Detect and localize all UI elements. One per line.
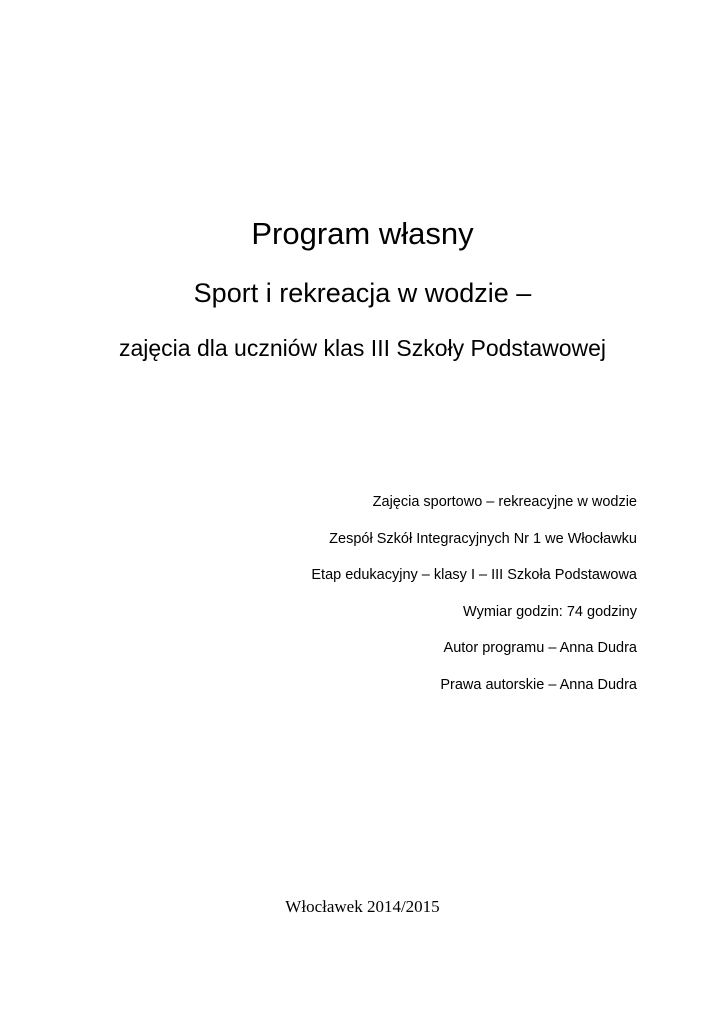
- info-line-hours: Wymiar godzin: 74 godziny: [463, 603, 637, 620]
- document-subtitle-line-2: zajęcia dla uczniów klas III Szkoły Podstawowej: [118, 335, 607, 361]
- info-line-activity-type: Zajęcia sportowo – rekreacyjne w wodzie: [372, 494, 637, 510]
- document-subtitle: Sport i rekreacja w wodzie –: [193, 278, 532, 308]
- document-title: Program własny: [251, 216, 474, 251]
- info-line-copyright: Prawa autorskie – Anna Dudra: [440, 676, 637, 693]
- info-line-education-stage: Etap edukacyjny – klasy I – III Szkoła Podstawowa: [311, 567, 637, 583]
- program-info-block: [311, 492, 637, 711]
- info-line-author: Autor programu – Anna Dudra: [443, 640, 637, 656]
- info-line-school: Zespół Szkół Integracyjnych Nr 1 we Włocławku: [329, 530, 637, 547]
- document-footer-place-date: Włocławek 2014/2015: [285, 897, 440, 916]
